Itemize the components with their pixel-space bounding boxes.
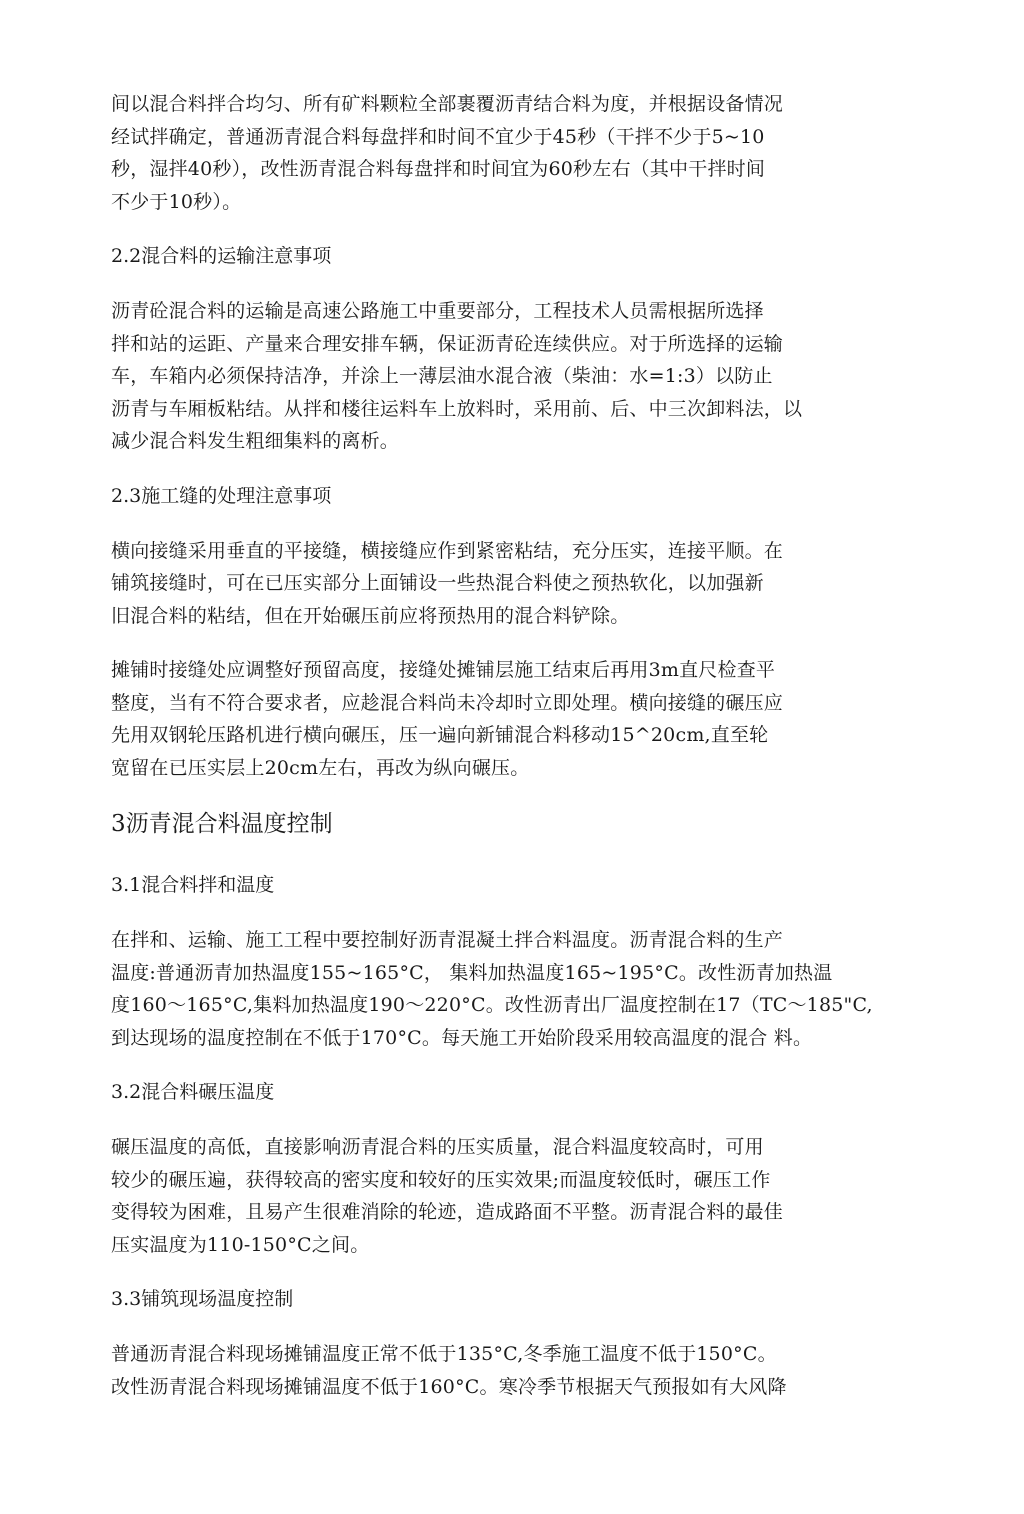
chapter-heading-3: 3沥青混合料温度控制 [111,811,333,837]
paragraph-transverse-joint [111,535,911,633]
text-line: 摊铺时接缝处应调整好预留高度，接缝处摊铺层施工结束后再用3m直尺检查平 [111,659,776,681]
text-line: 减少混合料发生粗细集料的离析。 [111,430,400,452]
paragraph-site-temperature [111,1338,911,1403]
text-line: 整度，当有不符合要求者，应趁混合料尚未冷却时立即处理。横向接缝的碾压应 [111,691,784,714]
paragraph-joint-paving [111,654,911,784]
text-line: 压实温度为110-150°C之间。 [111,1233,370,1256]
text-line: 间以混合料拌合均匀、所有矿料颗粒全部裹覆沥青结合料为度，并根据设备情况 [111,93,784,115]
text-line: 普通沥青混合料现场摊铺温度正常不低于135°C,冬季施工温度不低于150°C。 [111,1343,777,1365]
paragraph-transport [111,295,911,458]
text-line: 不少于10秒）。 [111,190,242,213]
section-heading-3-3: 3.3铺筑现场温度控制 [111,1288,294,1310]
section-heading-2-3: 2.3施工缝的处理注意事项 [111,484,332,507]
text-line: 先用双钢轮压路机进行横向碾压，压一遍向新铺混合料移动15^20cm,直至轮 [111,724,769,746]
section-heading-3-1: 3.1混合料拌和温度 [111,874,275,896]
text-line: 宽留在已压实层上20cm左右，再改为纵向碾压。 [111,756,530,779]
text-line: 较少的碾压遍，获得较高的密实度和较好的压实效果;而温度较低时，碾压工作 [111,1168,771,1191]
paragraph-rolling-temperature [111,1131,911,1261]
text-line: 变得较为困难，且易产生很难消除的轮迹，造成路面不平整。沥青混合料的最佳 [111,1201,784,1223]
text-line: 到达现场的温度控制在不低于170°C。每天施工开始阶段采用较高温度的混合 料。 [111,1026,813,1049]
text-line: 铺筑接缝时，可在已压实部分上面铺设一些热混合料使之预热软化，以加强新 [111,572,764,594]
text-line: 沥青与车厢板粘结。从拌和楼往运料车上放料时，采用前、后、中三次卸料法，以 [111,397,803,420]
text-line: 车，车箱内必须保持洁净，并涂上一薄层油水混合液（柴油：水=1:3）以防止 [111,365,773,387]
text-line: 旧混合料的粘结，但在开始碾压前应将预热用的混合料铲除。 [111,604,630,627]
text-line: 沥青砼混合料的运输是高速公路施工中重要部分，工程技术人员需根据所选择 [111,300,764,322]
text-line: 度160～165°C,集料加热温度190～220°C。改性沥青出厂温度控制在17（TC～185"C, [111,994,873,1016]
text-line: 经试拌确定，普通沥青混合料每盘拌和时间不宜少于45秒（干拌不少于5~10 [111,125,765,148]
section-heading-2-2: 2.2混合料的运输注意事项 [111,245,332,267]
text-line: 横向接缝采用垂直的平接缝，横接缝应作到紧密粘结，充分压实，连接平顺。在 [111,539,784,562]
text-line: 改性沥青混合料现场摊铺温度不低于160°C。寒冷季节根据天气预报如有大风降 [111,1375,787,1398]
text-line: 秒，湿拌40秒），改性沥青混合料每盘拌和时间宜为60秒左右（其中干拌时间 [111,158,766,180]
paragraph-mixing-time [111,88,911,218]
paragraph-mixing-temperature [111,924,911,1054]
document-page [111,88,911,1425]
text-line: 温度:普通沥青加热温度155~165°C， 集料加热温度165~195°C。改性沥青加热温 [111,961,833,984]
text-line: 拌和站的运距、产量来合理安排车辆，保证沥青砼连续供应。对于所选择的运输 [111,332,784,355]
text-line: 碾压温度的高低，直接影响沥青混合料的压实质量，混合料温度较高时，可用 [111,1136,764,1158]
section-heading-3-2: 3.2混合料碾压温度 [111,1081,275,1103]
text-line: 在拌和、运输、施工工程中要控制好沥青混凝土拌合料温度。沥青混合料的生产 [111,929,784,951]
